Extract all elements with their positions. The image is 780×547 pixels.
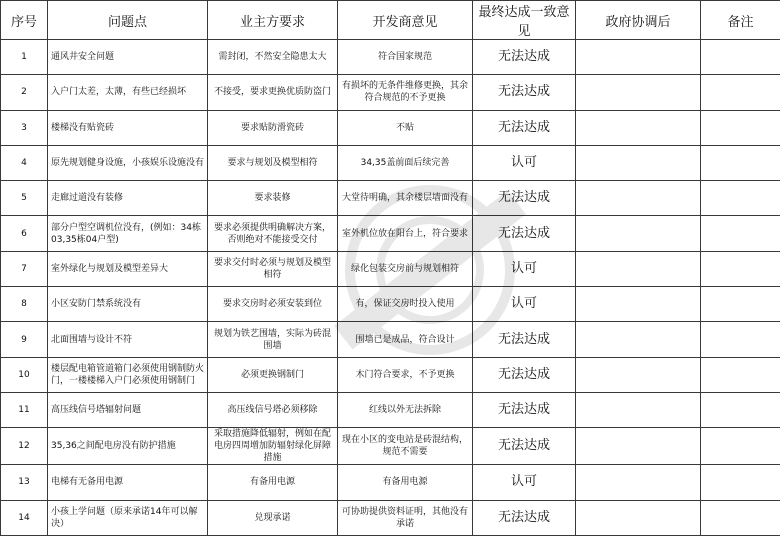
row-number: 9 xyxy=(1,322,48,357)
developer-opinion-cell: 可协助提供资料证明，其他没有承诺 xyxy=(338,500,473,535)
table-row xyxy=(1,392,780,427)
owner-request-cell: 要求与规划及模型相符 xyxy=(208,145,338,180)
issue-cell: 走廊过道没有装修 xyxy=(48,181,208,216)
final-agreement-cell: 无法达成 xyxy=(473,428,576,465)
table-row xyxy=(1,287,780,322)
developer-opinion-cell: 有损坏的无条件维修更换，其余符合规范的不予更换 xyxy=(338,75,473,110)
final-agreement-cell: 无法达成 xyxy=(473,322,576,357)
government-coordination-cell xyxy=(576,392,701,427)
developer-opinion-cell: 木门符合要求，不予更换 xyxy=(338,357,473,392)
row-number: 6 xyxy=(1,216,48,251)
government-coordination-cell xyxy=(576,181,701,216)
government-coordination-cell xyxy=(576,465,701,500)
issue-cell: 北面围墙与设计不符 xyxy=(48,322,208,357)
table-row xyxy=(1,40,780,75)
row-number: 11 xyxy=(1,392,48,427)
remarks-cell xyxy=(701,392,780,427)
table-body xyxy=(1,40,780,536)
final-agreement-cell: 认可 xyxy=(473,251,576,286)
header-no: 序号 xyxy=(1,1,48,40)
table-row xyxy=(1,357,780,392)
owner-request-cell: 要求交付时必须与规划及模型相符 xyxy=(208,251,338,286)
table-row xyxy=(1,181,780,216)
row-number: 5 xyxy=(1,181,48,216)
owner-request-cell: 规划为铁艺围墙，实际为砖混围墙 xyxy=(208,322,338,357)
issue-cell: 部分户型空调机位没有，(例如：34栋03,35栋04户型) xyxy=(48,216,208,251)
issue-cell: 楼梯没有贴瓷砖 xyxy=(48,110,208,145)
header-row xyxy=(1,1,780,40)
final-agreement-cell: 认可 xyxy=(473,145,576,180)
issue-cell: 楼层配电箱管道箱门必须使用钢制防火门，一楼楼梯入户门必须使用钢制门 xyxy=(48,357,208,392)
owner-request-cell: 要求贴防滑瓷砖 xyxy=(208,110,338,145)
row-number: 14 xyxy=(1,500,48,535)
owner-request-cell: 要求必须提供明确解决方案，否则绝对不能接受交付 xyxy=(208,216,338,251)
issue-cell: 高压线信号塔辐射问题 xyxy=(48,392,208,427)
issue-cell: 原先规划健身设施，小孩娱乐设施没有 xyxy=(48,145,208,180)
government-coordination-cell xyxy=(576,428,701,465)
row-number: 13 xyxy=(1,465,48,500)
government-coordination-cell xyxy=(576,287,701,322)
government-coordination-cell xyxy=(576,110,701,145)
row-number: 3 xyxy=(1,110,48,145)
owner-request-cell: 有备用电源 xyxy=(208,465,338,500)
developer-opinion-cell: 34,35盖前面后续完善 xyxy=(338,145,473,180)
header-owner-request: 业主方要求 xyxy=(208,1,338,40)
developer-opinion-cell: 不贴 xyxy=(338,110,473,145)
table-row xyxy=(1,75,780,110)
government-coordination-cell xyxy=(576,357,701,392)
table-row xyxy=(1,145,780,180)
table-row xyxy=(1,251,780,286)
final-agreement-cell: 认可 xyxy=(473,465,576,500)
final-agreement-cell: 无法达成 xyxy=(473,110,576,145)
remarks-cell xyxy=(701,287,780,322)
row-number: 10 xyxy=(1,357,48,392)
government-coordination-cell xyxy=(576,251,701,286)
final-agreement-cell: 无法达成 xyxy=(473,40,576,75)
remarks-cell xyxy=(701,40,780,75)
government-coordination-cell xyxy=(576,322,701,357)
final-agreement-cell: 无法达成 xyxy=(473,500,576,535)
developer-opinion-cell: 大堂待明确，其余楼层墙面没有 xyxy=(338,181,473,216)
table-row xyxy=(1,500,780,535)
header-issue: 问题点 xyxy=(48,1,208,40)
developer-opinion-cell: 绿化包装交房前与规划相符 xyxy=(338,251,473,286)
header-remarks: 备注 xyxy=(701,1,780,40)
final-agreement-cell: 无法达成 xyxy=(473,357,576,392)
header-government-coordination: 政府协调后 xyxy=(576,1,701,40)
owner-request-cell: 高压线信号塔必须移除 xyxy=(208,392,338,427)
government-coordination-cell xyxy=(576,40,701,75)
table-row xyxy=(1,110,780,145)
issue-cell: 电梯有无备用电源 xyxy=(48,465,208,500)
issue-cell: 室外绿化与规划及模型差异大 xyxy=(48,251,208,286)
table-row xyxy=(1,428,780,465)
developer-opinion-cell: 围墙已是成品，符合设计 xyxy=(338,322,473,357)
remarks-cell xyxy=(701,465,780,500)
final-agreement-cell: 无法达成 xyxy=(473,75,576,110)
government-coordination-cell xyxy=(576,145,701,180)
row-number: 7 xyxy=(1,251,48,286)
table-row xyxy=(1,465,780,500)
developer-opinion-cell: 有，保证交房时投入使用 xyxy=(338,287,473,322)
header-developer-opinion: 开发商意见 xyxy=(338,1,473,40)
developer-opinion-cell: 红线以外无法拆除 xyxy=(338,392,473,427)
final-agreement-cell: 无法达成 xyxy=(473,216,576,251)
developer-opinion-cell: 现在小区的变电站是砖混结构，规范不需要 xyxy=(338,428,473,465)
government-coordination-cell xyxy=(576,216,701,251)
remarks-cell xyxy=(701,357,780,392)
developer-opinion-cell: 符合国家规范 xyxy=(338,40,473,75)
header-final-agreement: 最终达成一致意见 xyxy=(473,1,576,40)
row-number: 1 xyxy=(1,40,48,75)
issue-cell: 小区安防门禁系统没有 xyxy=(48,287,208,322)
remarks-cell xyxy=(701,75,780,110)
table-row xyxy=(1,216,780,251)
issue-cell: 入户门太差，太薄，有些已经损坏 xyxy=(48,75,208,110)
remarks-cell xyxy=(701,181,780,216)
remarks-cell xyxy=(701,428,780,465)
remarks-cell xyxy=(701,110,780,145)
owner-request-cell: 要求装修 xyxy=(208,181,338,216)
table-row xyxy=(1,322,780,357)
row-number: 2 xyxy=(1,75,48,110)
developer-opinion-cell: 室外机位放在阳台上，符合要求 xyxy=(338,216,473,251)
owner-request-cell: 兑现承诺 xyxy=(208,500,338,535)
remarks-cell xyxy=(701,216,780,251)
developer-opinion-cell: 有备用电源 xyxy=(338,465,473,500)
owner-request-cell: 采取措施降低辐射，例如在配电房四周增加防辐射绿化屏障措施 xyxy=(208,428,338,465)
remarks-cell xyxy=(701,500,780,535)
remarks-cell xyxy=(701,251,780,286)
issue-cell: 小孩上学问题（原来承诺14年可以解决） xyxy=(48,500,208,535)
government-coordination-cell xyxy=(576,500,701,535)
final-agreement-cell: 无法达成 xyxy=(473,181,576,216)
owner-request-cell: 必须更换钢制门 xyxy=(208,357,338,392)
issue-cell: 35,36之间配电房没有防护措施 xyxy=(48,428,208,465)
remarks-cell xyxy=(701,322,780,357)
final-agreement-cell: 无法达成 xyxy=(473,392,576,427)
row-number: 8 xyxy=(1,287,48,322)
owner-request-cell: 不接受，要求更换优质防盗门 xyxy=(208,75,338,110)
row-number: 4 xyxy=(1,145,48,180)
final-agreement-cell: 认可 xyxy=(473,287,576,322)
issue-cell: 通风井安全问题 xyxy=(48,40,208,75)
owner-request-cell: 要求交房时必须安装到位 xyxy=(208,287,338,322)
remarks-cell xyxy=(701,145,780,180)
owner-request-cell: 需封闭，不然安全隐患太大 xyxy=(208,40,338,75)
government-coordination-cell xyxy=(576,75,701,110)
row-number: 12 xyxy=(1,428,48,465)
